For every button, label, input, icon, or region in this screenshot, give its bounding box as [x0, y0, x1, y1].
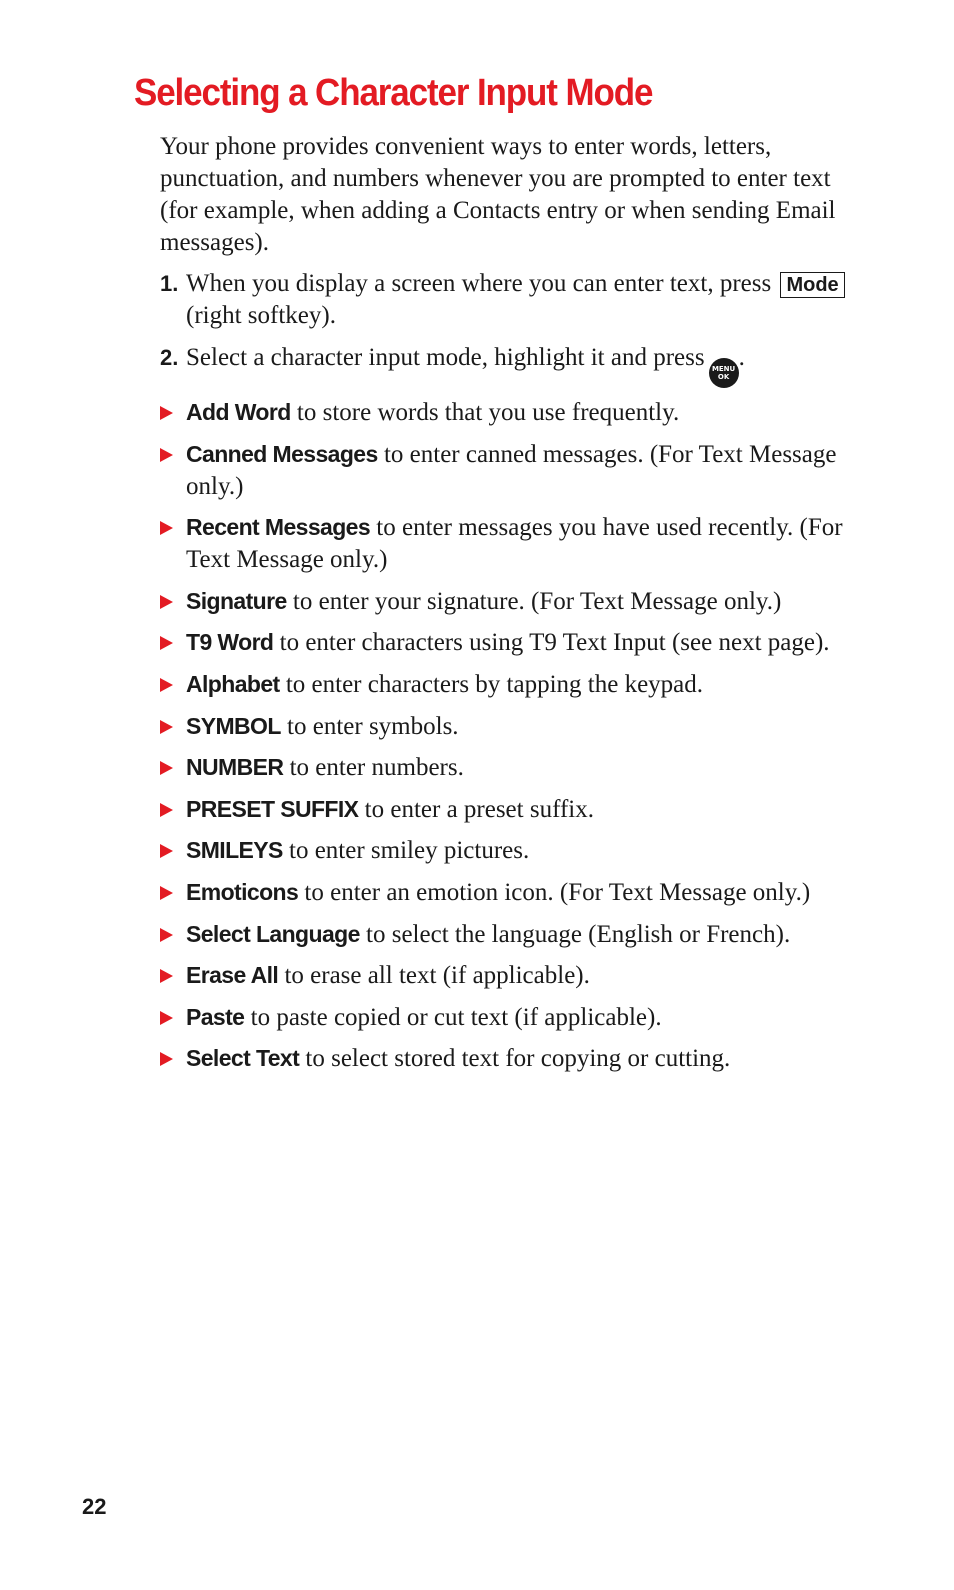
option-desc: to enter your signature. (For Text Message only.) — [292, 587, 782, 615]
intro-paragraph: Your phone provides convenient ways to enter words, letters, punctuation, and numbers whenever you are prompted to enter text (for example, when adding a Contacts entry or when sending Email messages). — [160, 133, 836, 256]
bullet-arrow-icon — [160, 521, 173, 535]
option-term: T9 Word — [186, 629, 274, 656]
option-term: Erase All — [186, 962, 279, 989]
option-term: Alphabet — [186, 670, 280, 697]
step-text: When you display a screen where you can enter text, press — [186, 270, 772, 297]
bullet-arrow-icon — [160, 844, 173, 858]
option-desc: to paste copied or cut text (if applicable). — [250, 1003, 662, 1031]
bullet-arrow-icon — [160, 761, 173, 775]
option-desc: to select stored text for copying or cutting. — [305, 1045, 731, 1073]
option-item — [160, 918, 860, 951]
option-item — [160, 834, 860, 867]
option-desc: to enter characters by tapping the keypad. — [285, 670, 704, 698]
step-text-after: (right softkey). — [186, 302, 336, 329]
option-item — [160, 1042, 860, 1075]
option-item — [160, 511, 860, 576]
option-item — [160, 710, 860, 743]
option-desc: to enter an emotion icon. (For Text Message only.) — [304, 878, 811, 906]
option-desc: to enter canned messages. (For Text Message only.) — [186, 440, 837, 500]
option-term: Canned Messages — [186, 440, 378, 467]
option-item — [160, 585, 860, 618]
instruction-list — [160, 268, 860, 1084]
bullet-arrow-icon — [160, 1052, 173, 1066]
option-term: Select Language — [186, 920, 360, 947]
option-term: Select Text — [186, 1045, 300, 1072]
option-term: Paste — [186, 1003, 245, 1030]
step-2 — [160, 342, 860, 388]
menu-ok-icon-line1: MENU — [711, 365, 736, 373]
option-term: SMILEYS — [186, 837, 283, 864]
step-text: Select a character input mode, highlight it and press — [186, 344, 705, 371]
bullet-arrow-icon — [160, 678, 173, 692]
option-desc: to erase all text (if applicable). — [284, 962, 590, 990]
option-desc: to enter characters using T9 Text Input (see next page). — [279, 629, 830, 657]
option-term: PRESET SUFFIX — [186, 795, 359, 822]
page-number: 22 — [82, 1494, 107, 1519]
bullet-arrow-icon — [160, 886, 173, 900]
bullet-arrow-icon — [160, 1011, 173, 1025]
menu-ok-icon — [709, 358, 739, 388]
option-item — [160, 1001, 860, 1034]
option-term: Add Word — [186, 399, 291, 425]
option-term: Emoticons — [186, 878, 299, 905]
menu-ok-icon-line2: OK — [717, 373, 730, 381]
option-item — [160, 751, 860, 784]
step-number: 2. — [160, 345, 179, 370]
step-text-after: . — [738, 344, 745, 371]
option-desc: to enter symbols. — [287, 712, 459, 740]
bullet-arrow-icon — [160, 803, 173, 817]
option-item — [160, 668, 860, 701]
option-item — [160, 626, 860, 659]
option-desc: to select the language (English or French). — [366, 920, 791, 948]
option-desc: to enter a preset suffix. — [364, 795, 594, 823]
bullet-arrow-icon — [160, 928, 173, 942]
option-term: Signature — [186, 587, 287, 614]
step-1 — [160, 268, 860, 332]
option-desc: to enter numbers. — [289, 754, 464, 782]
bullet-arrow-icon — [160, 636, 173, 650]
option-term: SYMBOL — [186, 712, 281, 739]
option-desc: to enter messages you have used recently. (For Text Message only.) — [186, 514, 843, 574]
option-term: NUMBER — [186, 754, 284, 781]
bullet-arrow-icon — [160, 969, 173, 983]
mode-softkey: Mode — [780, 272, 844, 298]
option-term: Recent Messages — [186, 514, 371, 541]
bullet-arrow-icon — [160, 595, 173, 609]
option-item — [160, 793, 860, 826]
bullet-arrow-icon — [160, 720, 173, 734]
step-number: 1. — [160, 271, 179, 296]
bullet-arrow-icon — [160, 406, 173, 420]
page-title: Selecting a Character Input Mode — [134, 72, 653, 114]
option-item — [160, 959, 860, 992]
option-item — [160, 396, 860, 429]
bullet-arrow-icon — [160, 448, 173, 462]
option-item — [160, 876, 860, 909]
option-desc: to enter smiley pictures. — [289, 837, 530, 865]
option-item — [160, 438, 860, 503]
option-desc: to store words that you use frequently. — [296, 399, 680, 426]
